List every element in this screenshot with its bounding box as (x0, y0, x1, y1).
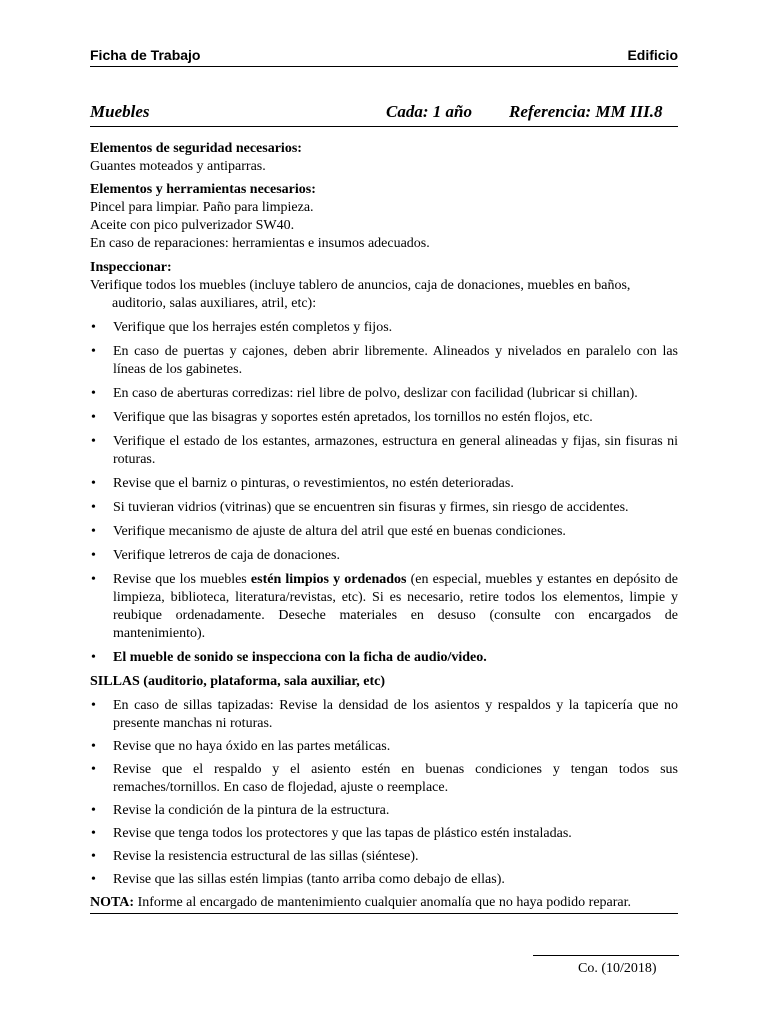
list-item (90, 802, 678, 820)
list-item-text: Revise que las sillas estén limpias (tanto arriba como debajo de ellas). (113, 872, 505, 887)
inspect-heading: Inspeccionar: (90, 260, 172, 275)
footer-code: Co. (10/2018) (578, 961, 657, 976)
list-item (90, 409, 678, 427)
list-item (90, 475, 678, 493)
bullet-icon: • (91, 548, 96, 563)
bullet-icon: • (91, 572, 96, 587)
chairs-list (90, 697, 678, 889)
footer-rule (533, 955, 679, 956)
safety-text: Guantes moteados y antiparras. (90, 159, 266, 174)
bullet-icon: • (91, 434, 96, 449)
list-item-text: Revise la condición de la pintura de la estructura. (113, 803, 390, 818)
bullet-icon: • (91, 762, 96, 777)
bullet-icon: • (91, 386, 96, 401)
page-title: Muebles (90, 102, 150, 121)
tools-line: En caso de reparaciones: herramientas e insumos adecuados. (90, 236, 430, 251)
bullet-icon: • (91, 524, 96, 539)
bullet-icon: • (91, 650, 96, 665)
document-body (90, 140, 678, 914)
bullet-icon: • (91, 872, 96, 887)
tools-heading: Elementos y herramientas necesarios: (90, 182, 316, 197)
header-doc-type: Ficha de Trabajo (90, 47, 201, 63)
list-item (90, 738, 678, 756)
list-item-text: Revise que el barniz o pinturas, o revestimientos, no estén deterioradas. (113, 476, 514, 491)
page-header (90, 46, 678, 67)
list-item (90, 523, 678, 541)
bullet-icon: • (91, 826, 96, 841)
list-item (90, 825, 678, 843)
header-category: Edificio (627, 47, 678, 63)
bullet-icon: • (91, 849, 96, 864)
list-item-text: Revise que no haya óxido en las partes metálicas. (113, 739, 391, 754)
inspect-list (90, 319, 678, 667)
bullet-icon: • (91, 476, 96, 491)
list-item (90, 319, 678, 337)
note-paragraph (90, 894, 678, 914)
bullet-icon: • (91, 410, 96, 425)
list-item (90, 433, 678, 469)
tools-line: Pincel para limpiar. Paño para limpieza. (90, 200, 314, 215)
chairs-heading: SILLAS (auditorio, plataforma, sala auxiliar, etc) (90, 674, 386, 689)
inspect-intro: Verifique todos los muebles (incluye tablero de anuncios, caja de donaciones, muebles en baños, auditorio, salas auxiliares, atril, etc): (90, 278, 631, 311)
list-item-text: El mueble de sonido se inspecciona con la ficha de audio/video. (113, 650, 487, 665)
list-item (90, 547, 678, 565)
list-item-text: Verifique mecanismo de ajuste de altura del atril que esté en buenas condiciones. (113, 524, 566, 539)
list-item-text: Verifique que las bisagras y soportes estén apretados, los tornillos no estén flojos, etc. (113, 410, 593, 425)
bullet-icon: • (91, 739, 96, 754)
list-item (90, 499, 678, 517)
list-item (90, 697, 678, 733)
list-item-text: Verifique letreros de caja de donaciones. (113, 548, 341, 563)
list-item (90, 761, 678, 797)
list-item-text: Verifique que los herrajes estén completos y fijos. (113, 320, 393, 335)
list-item (90, 848, 678, 866)
note-text: Informe al encargado de mantenimiento cualquier anomalía que no haya podido reparar. (134, 895, 632, 910)
list-item-sound (90, 649, 678, 667)
bullet-icon: • (91, 500, 96, 515)
list-item (90, 385, 678, 403)
bullet-icon: • (91, 344, 96, 359)
list-item-text: Revise que el respaldo y el asiento estén en buenas condiciones y tengan todos sus remaches/tornillos. En caso de flojedad, ajuste o reemplace. (113, 762, 678, 795)
reference-label: Referencia: MM III.8 (509, 102, 663, 121)
list-item-text: Si tuvieran vidrios (vitrinas) que se encuentren sin fisuras y firmes, sin riesgo de accidentes. (113, 500, 629, 515)
frequency-label: Cada: 1 año (386, 102, 472, 121)
list-item-text: En caso de sillas tapizadas: Revise la densidad de los asientos y respaldos y la tapicería que no presente manchas ni roturas. (113, 698, 678, 731)
safety-heading: Elementos de seguridad necesarios: (90, 141, 302, 156)
list-item-clean (90, 571, 678, 643)
list-item-text: En caso de aberturas corredizas: riel libre de polvo, deslizar con facilidad (lubricar si chillan). (113, 386, 638, 401)
list-item-text: (en especial, muebles y estantes en depósito de limpieza, biblioteca, literatura/revistas, etc). Si es necesario, retire todos los elementos, limpie y reubique ordenadamente. Deseche materiales en desuso (consulte con encargados de mantenimiento). (113, 572, 679, 641)
list-item (90, 871, 678, 889)
note-label: NOTA: (90, 895, 135, 910)
tools-line: Aceite con pico pulverizador SW40. (90, 218, 295, 233)
bullet-icon: • (91, 320, 96, 335)
list-item-text: En caso de puertas y cajones, deben abrir libremente. Alineados y nivelados en paralelo con las líneas de los gabinetes. (113, 344, 678, 377)
list-item (90, 343, 678, 379)
bullet-icon: • (91, 698, 96, 713)
list-item-text: Verifique el estado de los estantes, armazones, estructura en general alineadas y fijas, sin fisuras ni roturas. (113, 434, 678, 467)
list-item-text: Revise que los muebles (113, 572, 251, 587)
list-item-text: Revise que tenga todos los protectores y que las tapas de plástico estén instaladas. (113, 826, 572, 841)
bullet-icon: • (91, 803, 96, 818)
title-bar (90, 100, 678, 127)
list-item-emphasis: estén limpios y ordenados (250, 572, 407, 587)
list-item-text: Revise la resistencia estructural de las sillas (siéntese). (113, 849, 419, 864)
